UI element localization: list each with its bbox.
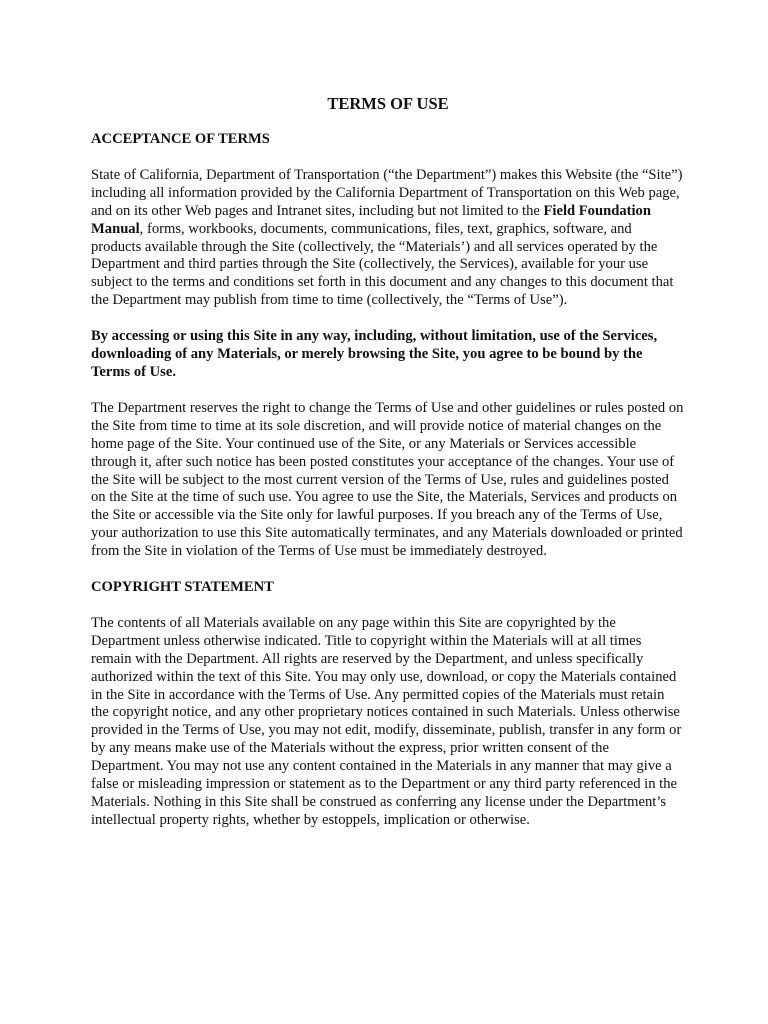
acceptance-agreement-statement: By accessing or using this Site in any way, including, without limitation, use of the Services, downloading of any Materials, or merely browsing the Site, you agree to be bound by the Terms of Use.	[91, 328, 658, 380]
document-page	[91, 94, 685, 848]
document-title: TERMS OF USE	[327, 94, 449, 113]
acceptance-heading: ACCEPTANCE OF TERMS	[91, 131, 270, 147]
acceptance-paragraph-3: The Department reserves the right to change the Terms of Use and other guidelines or rules posted on the Site from time to time at its sole discretion, and will provide notice of material changes on the home page of the Site. Your continued use of the Site, or any Materials or Services accessible through it, after such notice has been posted constitutes your acceptance of the changes. Your use of the Site will be subject to the most current version of the Terms of Use, rules and guidelines posted on the Site at the time of such use. You agree to use the Site, the Materials, Services and products on the Site or accessible via the Site only for lawful purposes. If you breach any of the Terms of Use, your authorization to use this Site automatically terminates, and any Materials downloaded or printed from the Site in violation of the Terms of Use must be immediately destroyed.	[91, 399, 684, 560]
acceptance-p1-text-end: , forms, workbooks, documents, communications, files, text, graphics, software, and products available through the Site (collectively, the “Materials’) and all services operated by the Department and third parties through the Site (collectively, the Services), available for your use subject to the terms and conditions set forth in this document and any changes to this document that the Department may publish from time to time (collectively, the “Terms of Use”).	[91, 220, 674, 309]
acceptance-paragraph-1	[91, 167, 685, 310]
acceptance-p1-text-start: State of California, Department of Transportation (“the Department”) makes this Website (the “Site”) including all information provided by the California Department of Transportation on this Web page, and on its other Web pages and Intranet sites, including but not limited to the	[91, 166, 683, 219]
copyright-paragraph-1: The contents of all Materials available on any page within this Site are copyrighted by the Department unless otherwise indicated. Title to copyright within the Materials will at all times remain with the Department. All rights are reserved by the Department, and unless specifically authorized within the text of this Site. You may only use, download, or copy the Materials contained in the Site in accordance with the Terms of Use. Any permitted copies of the Materials must retain the copyright notice, and any other proprietary notices contained in such Materials. Unless otherwise provided in the Terms of Use, you may not edit, modify, disseminate, publish, transfer in any form or by any means make use of the Materials without the express, prior written consent of the Department. You may not use any content contained in the Materials in any manner that may give a false or misleading impression or statement as to the Department or any third party referenced in the Materials. Nothing in this Site shall be construed as conferring any license under the Department’s intellectual property rights, whether by estoppels, implication or otherwise.	[91, 614, 682, 828]
copyright-heading: COPYRIGHT STATEMENT	[91, 579, 274, 596]
field-foundation-manual-title: Field Foundation Manual	[91, 202, 651, 237]
